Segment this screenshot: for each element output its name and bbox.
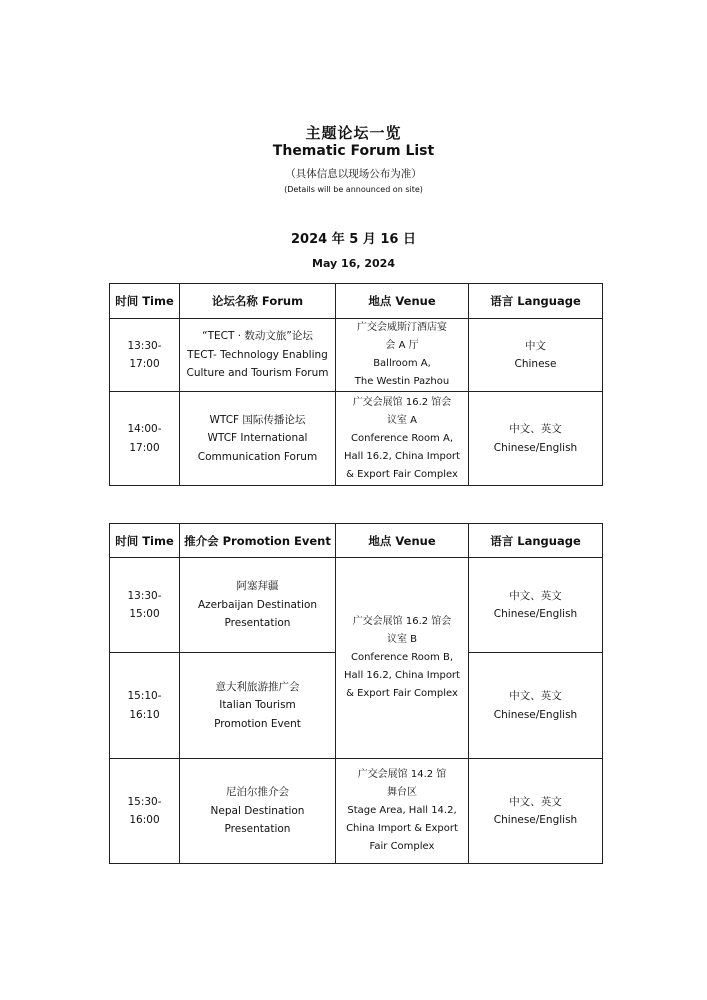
time-end: 17:00 [129, 441, 160, 454]
venue-cell [336, 319, 469, 392]
header-time: 时间 Time [110, 524, 180, 558]
venue-line: Fair Complex [369, 841, 435, 852]
forum-name-cn: WTCF 国际传播论坛 [209, 413, 306, 426]
forum-name-en: Communication Forum [197, 450, 318, 463]
note-english: (Details will be announced on site) [284, 185, 423, 194]
table-row [110, 392, 603, 486]
table-row [110, 558, 603, 653]
time-end: 16:10 [129, 708, 160, 721]
event-name-en: Nepal Destination [210, 804, 305, 817]
language-en: Chinese/English [493, 814, 578, 826]
title-chinese: 主题论坛一览 [305, 124, 402, 142]
table-row [110, 759, 603, 864]
forum-cell [180, 319, 336, 392]
language-cell [469, 392, 603, 486]
language-cn: 中文、英文 [509, 589, 562, 602]
venue-line: Conference Room A, [351, 432, 453, 444]
forum-cell [180, 392, 336, 486]
table-header-row [110, 284, 603, 319]
event-name-en: Italian Tourism [219, 699, 296, 712]
venue-line: 广交会展馆 16.2 馆会 [352, 396, 452, 408]
event-name-en: Azerbaijan Destination [197, 598, 318, 611]
forum-name-en: TECT- Technology Enabling [187, 348, 328, 361]
title-english: Thematic Forum List [272, 143, 435, 159]
venue-line: 舞台区 [387, 787, 417, 798]
time-start: 14:00- [127, 423, 162, 435]
header-venue: 地点 Venue [336, 524, 469, 558]
venue-line: 会 A 厅 [385, 340, 419, 351]
event-name-en: Promotion Event [214, 717, 301, 730]
venue-cell [336, 759, 469, 864]
header-promotion-event: 推介会 Promotion Event [180, 524, 336, 558]
language-en: Chinese/English [493, 708, 578, 721]
event-name-cn: 尼泊尔推介会 [226, 786, 289, 799]
language-cn: 中文、英文 [509, 690, 562, 702]
forum-table [109, 283, 603, 486]
forum-name-en: WTCF International [207, 432, 308, 445]
venue-line: Stage Area, Hall 14.2, [347, 805, 457, 816]
language-cell [469, 319, 603, 392]
time-start: 13:30- [127, 589, 162, 602]
language-en: Chinese/English [493, 608, 578, 620]
header-time: 时间 Time [110, 284, 180, 319]
time-end: 17:00 [129, 358, 160, 370]
event-name-cn: 意大利旅游推广会 [215, 680, 300, 693]
venue-cell [336, 392, 469, 486]
event-cell [180, 653, 336, 759]
language-cell [469, 558, 603, 653]
time-start: 13:30- [127, 339, 162, 352]
event-name-en: Presentation [224, 617, 291, 630]
venue-line: 广交会展馆 16.2 馆会 [352, 616, 452, 627]
venue-line: 广交会展馆 14.2 馆 [357, 769, 447, 780]
date-english: May 16, 2024 [312, 257, 395, 270]
venue-line: The Westin Pazhou [354, 376, 450, 387]
event-cell [180, 759, 336, 864]
time-start: 15:10- [127, 690, 162, 702]
time-cell [110, 653, 180, 759]
table-header-row [110, 524, 603, 558]
language-cn: 中文、英文 [509, 423, 562, 435]
venue-line: & Export Fair Complex [346, 688, 458, 699]
venue-line: Ballroom A, [373, 358, 431, 369]
venue-cell-shared [336, 558, 469, 759]
promotion-table [109, 523, 603, 864]
header-venue: 地点 Venue [336, 284, 469, 319]
time-end: 15:00 [129, 608, 160, 620]
time-cell [110, 319, 180, 392]
time-cell [110, 759, 180, 864]
header-language: 语言 Language [469, 524, 603, 558]
venue-line: Hall 16.2, China Import [344, 450, 460, 462]
venue-line: China Import & Export [346, 823, 458, 834]
language-cell [469, 759, 603, 864]
note-chinese: （具体信息以现场公布为准） [285, 168, 422, 180]
time-end: 16:00 [129, 814, 160, 826]
language-cn: 中文、英文 [509, 795, 562, 808]
time-cell [110, 392, 180, 486]
venue-line: 议室 B [386, 634, 418, 645]
event-name-en: Presentation [224, 823, 291, 836]
time-start: 15:30- [127, 795, 162, 808]
venue-line: 广交会威斯汀酒店宴 [357, 322, 447, 333]
time-cell [110, 558, 180, 653]
language-en: Chinese [514, 358, 557, 370]
event-name-cn: 阿塞拜疆 [236, 580, 279, 593]
header-language: 语言 Language [469, 284, 603, 319]
date-chinese: 2024 年 5 月 16 日 [291, 232, 416, 247]
event-cell [180, 558, 336, 653]
venue-line: 议室 A [386, 414, 418, 426]
language-en: Chinese/English [493, 441, 578, 454]
language-cn: 中文 [525, 339, 546, 352]
table-row [110, 319, 603, 392]
header-forum: 论坛名称 Forum [180, 284, 336, 319]
language-cell [469, 653, 603, 759]
venue-line: & Export Fair Complex [346, 468, 458, 480]
forum-name-en: Culture and Tourism Forum [186, 367, 329, 380]
venue-line: Hall 16.2, China Import [344, 670, 460, 681]
forum-name-cn: “TECT · 数动文旅”论坛 [202, 330, 313, 343]
venue-line: Conference Room B, [350, 652, 454, 663]
